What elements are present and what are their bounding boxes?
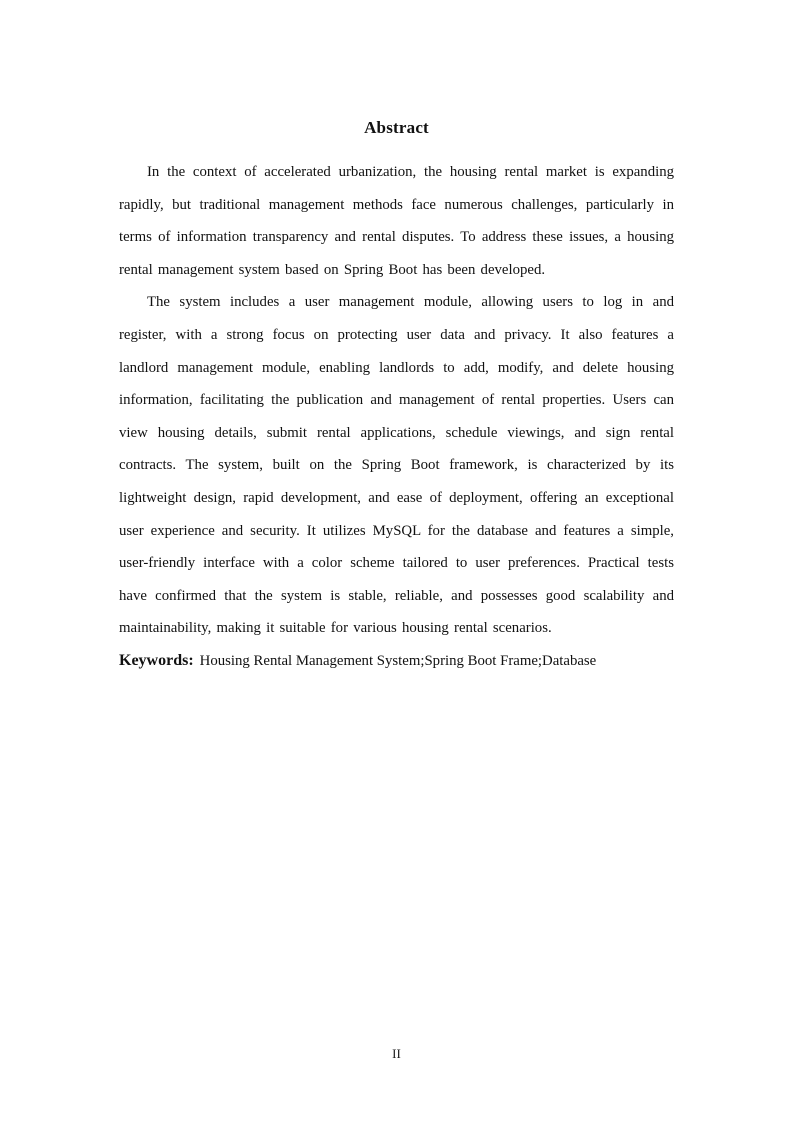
abstract-content — [119, 112, 674, 678]
keywords-text: Housing Rental Management System;Spring Boot Frame;Database — [199, 652, 597, 669]
page-number: II — [392, 1046, 401, 1061]
abstract-paragraph-1: In the context of accelerated urbanization, the housing rental market is expanding rapidly, but traditional management methods face numerous challenges, particularly in terms of information transparency and rental disputes. To address these issues, a housing rental management system based on Spring Boot has been developed. — [119, 164, 674, 278]
keywords-line — [119, 645, 674, 678]
page-title: Abstract — [364, 118, 429, 137]
keywords-label: Keywords: — [119, 651, 194, 669]
abstract-paragraph-2: The system includes a user management module, allowing users to log in and register, with a strong focus on protecting user data and privacy. It also features a landlord management module, enabling landlords to add, modify, and delete housing information, facilitating the publication and management of rental properties. Users can view housing details, submit rental applications, schedule viewings, and sign rental contracts. The system, built on the Spring Boot framework, is characterized by its lightweight design, rapid development, and ease of deployment, offering an exceptional user experience and security. It utilizes MySQL for the database and features a simple, user-friendly interface with a color scheme tailored to user preferences. Practical tests have confirmed that the system is stable, reliable, and possesses good scalability and maintainability, making it suitable for various housing rental scenarios. — [119, 294, 674, 637]
